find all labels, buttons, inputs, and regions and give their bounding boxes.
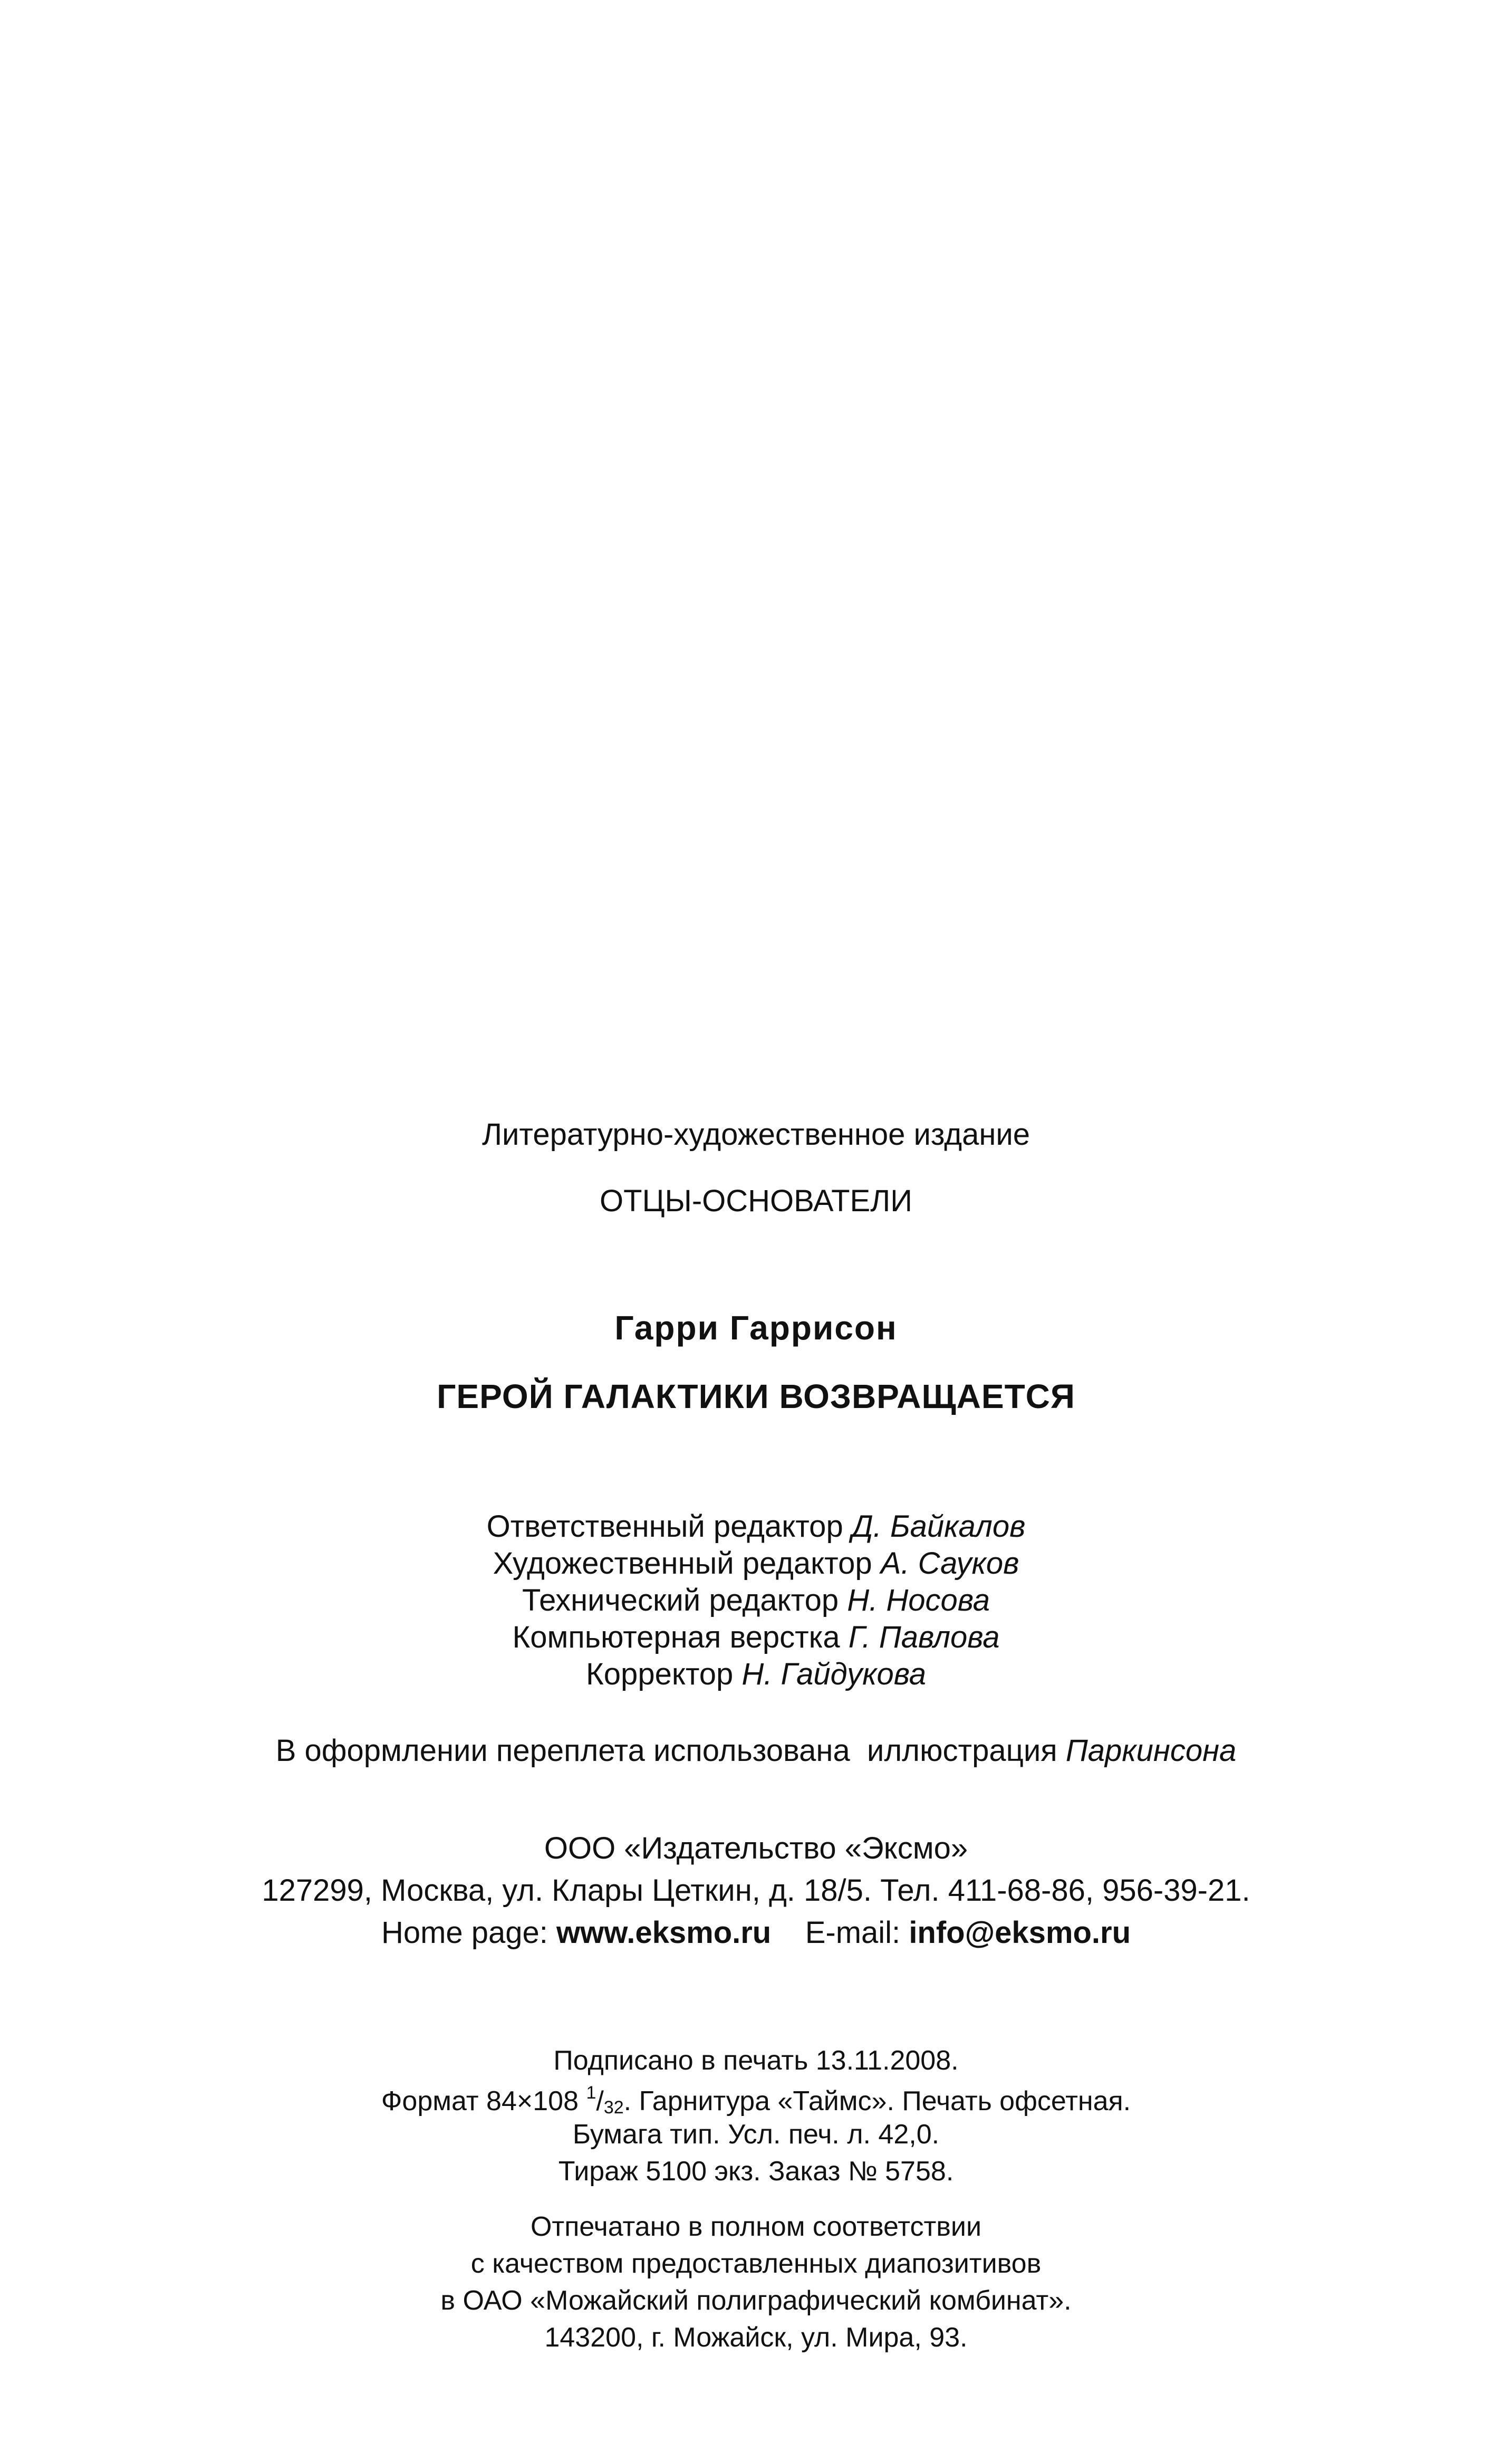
- format-prefix: Формат 84×108: [381, 2086, 579, 2117]
- credit-name: Н. Носова: [847, 1583, 990, 1617]
- format-suffix: . Гарнитура «Таймс». Печать офсетная.: [623, 2086, 1131, 2117]
- credit-line: [0, 1585, 1512, 1616]
- credit-role: Технический редактор: [522, 1583, 839, 1617]
- print-format: Формат 84×108 $^1/_{32}$. Гарнитура «Таймс». Печать офсетная.: [381, 2083, 1131, 2118]
- author-name: Гарри Гаррисон: [614, 1309, 898, 1347]
- credit-name: Г. Павлова: [848, 1620, 1000, 1654]
- format-fraction-den: 32: [603, 2098, 624, 2118]
- format-fraction-num: 1: [586, 2083, 596, 2103]
- print-signed: Подписано в печать 13.11.2008.: [553, 2045, 959, 2076]
- credit-role: Художественный редактор: [493, 1546, 872, 1581]
- email-link[interactable]: info@eksmo.ru: [909, 1916, 1131, 1950]
- edition-type: Литературно-художественное издание: [481, 1117, 1031, 1152]
- homepage-label: Home page:: [381, 1916, 548, 1950]
- printer-line: в ОАО «Можайский полиграфический комбинат».: [440, 2285, 1072, 2316]
- credit-line: [0, 1622, 1512, 1653]
- credit-role: Компьютерная верстка: [512, 1620, 840, 1654]
- publisher-name: ООО «Издательство «Эксмо»: [544, 1831, 968, 1865]
- illustration-credit: [0, 1736, 1512, 1766]
- print-paper: Бумага тип. Усл. печ. л. 42,0.: [572, 2119, 940, 2150]
- credit-name: Н. Гайдукова: [741, 1657, 926, 1691]
- publisher-address: 127299, Москва, ул. Клары Цеткин, д. 18/5. Тел. 411-68-86, 956-39-21.: [262, 1873, 1250, 1908]
- publisher-contacts: [0, 1918, 1512, 1948]
- book-title: ГЕРОЙ ГАЛАКТИКИ ВОЗВРАЩАЕТСЯ: [437, 1377, 1075, 1415]
- series-title: ОТЦЫ-ОСНОВАТЕЛИ: [600, 1184, 912, 1218]
- credit-name: Д. Байкалов: [851, 1509, 1026, 1544]
- credit-role: Ответственный редактор: [486, 1509, 843, 1544]
- credit-name: А. Сауков: [880, 1546, 1019, 1581]
- credit-line: [0, 1659, 1512, 1690]
- credit-line: [0, 1548, 1512, 1579]
- printer-line: Отпечатано в полном соответствии: [530, 2211, 981, 2242]
- printer-line: с качеством предоставленных диапозитивов: [470, 2248, 1042, 2279]
- printer-address: 143200, г. Можайск, ул. Мира, 93.: [544, 2322, 968, 2353]
- homepage-link[interactable]: www.eksmo.ru: [556, 1916, 772, 1950]
- illustration-text: В оформлении переплета использована иллюстрация: [275, 1734, 1057, 1768]
- print-run: Тираж 5100 экз. Заказ № 5758.: [558, 2156, 954, 2187]
- email-label: E-mail:: [805, 1916, 901, 1950]
- credit-role: Корректор: [586, 1657, 734, 1691]
- credit-line: [0, 1511, 1512, 1542]
- illustration-artist: Паркинсона: [1065, 1734, 1237, 1768]
